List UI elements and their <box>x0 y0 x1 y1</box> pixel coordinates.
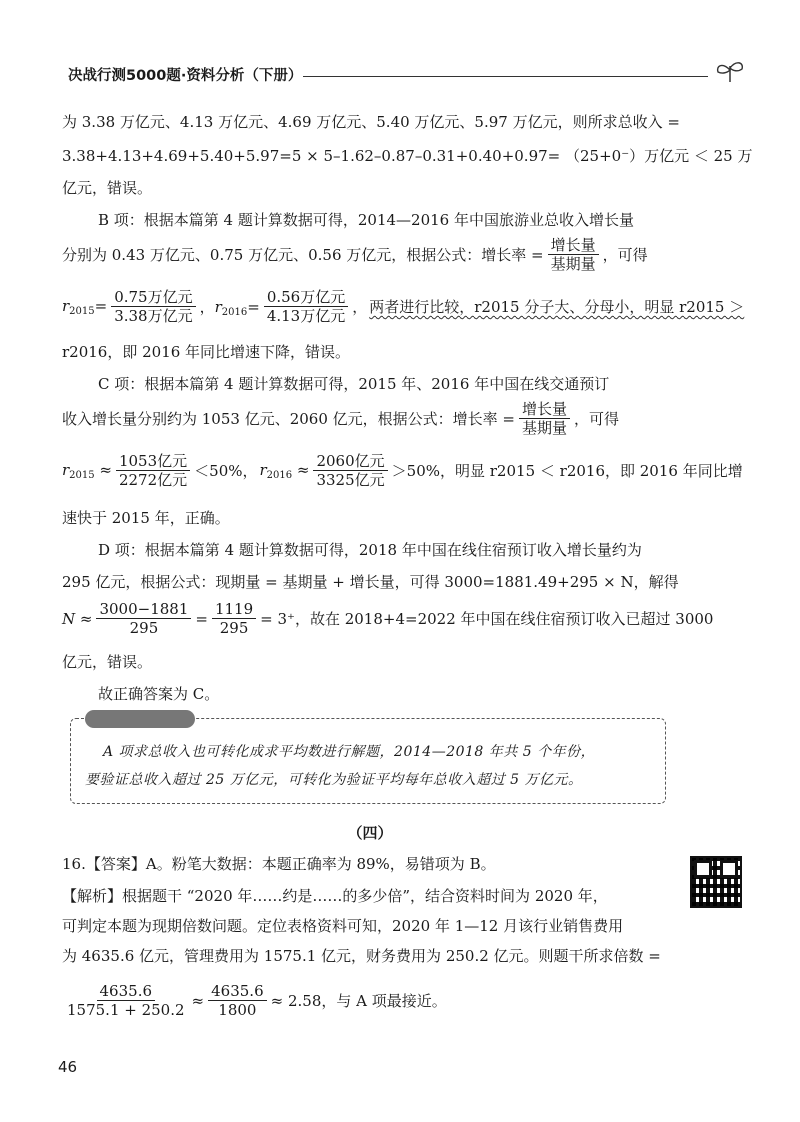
fraction <box>111 288 195 325</box>
fraction-numerator: 1119 <box>212 600 256 619</box>
answer-line: 故正确答案为 C。 <box>98 685 220 703</box>
running-header <box>58 58 748 88</box>
text-line: 亿元，错误。 <box>62 179 153 197</box>
text-segment: 收入增长量分别约为 1053 亿元、2060 亿元，根据公式：增长率 = <box>62 410 515 428</box>
growth-rate-fraction <box>519 400 570 437</box>
fraction-denominator: 295 <box>129 619 159 637</box>
section-heading: （四） <box>347 824 393 842</box>
fraction-numerator: 4635.6 <box>208 982 267 1001</box>
symbol: ， <box>352 298 368 316</box>
fraction-numerator: 增长量 <box>519 400 570 419</box>
text-line: r2016，即 2016 年同比增速下降，错误。 <box>62 343 351 361</box>
fraction-denominator: 3.38万亿元 <box>114 307 193 325</box>
tip-badge <box>85 710 195 728</box>
fraction-denominator: 基期量 <box>550 255 596 273</box>
fraction-numerator: 2060亿元 <box>313 452 387 471</box>
text-line: 295 亿元，根据公式：现期量 = 基期量 + 增长量，可得 3000=1881.49+295 × N，解得 <box>62 573 679 591</box>
option-c-line: C 项：根据本篇第 4 题计算数据可得，2015 年、2016 年中国在线交通预订 <box>98 375 610 393</box>
tip-line: A 项求总收入也可转化成求平均数进行解题，2014—2018 年共 5 个年份， <box>103 744 596 760</box>
fraction-numerator: 增长量 <box>548 236 599 255</box>
text-segment: ，可得 <box>602 246 648 264</box>
tip-line: 要验证总收入超过 25 万亿元，可转化为验证平均每年总收入超过 5 万亿元。 <box>85 772 583 788</box>
fraction <box>212 600 256 637</box>
fraction <box>116 452 190 489</box>
emphasized-text: 两者进行比较，r2015 分子大、分母小，明显 r2015 ＞ <box>369 298 745 316</box>
fraction-denominator: 3325亿元 <box>316 471 385 489</box>
option-d-formula-line <box>62 600 713 637</box>
symbol: ，$r_{2016}=$ <box>199 297 260 318</box>
fraction-denominator: 295 <box>219 619 249 637</box>
symbol: $r_{2016}$ ≈ <box>259 460 310 481</box>
fraction-denominator: 基期量 <box>522 419 568 437</box>
fraction <box>64 982 188 1019</box>
fraction-denominator: 1575.1 + 250.2 <box>67 1001 185 1019</box>
text-line: 3.38+4.13+4.69+5.40+5.97=5 × 5–1.62–0.87–0.31+0.40+0.97= （25+0⁻）万亿元 ＜ 25 万 <box>62 147 753 165</box>
fraction <box>96 600 191 637</box>
fraction-denominator: 4.13万亿元 <box>266 307 346 325</box>
q16-analysis-line: 【解析】根据题干 “2020 年……约是……的多少倍”，结合资料时间为 2020 年， <box>62 887 608 905</box>
fraction-denominator: 2272亿元 <box>118 471 188 489</box>
option-d-line: D 项：根据本篇第 4 题计算数据可得，2018 年中国在线住宿预订收入增长量约为 <box>98 541 642 559</box>
fraction-numerator: 0.75万亿元 <box>111 288 195 307</box>
text-segment: 分别为 0.43 万亿元、0.75 万亿元、0.56 万亿元，根据公式：增长率 = <box>62 246 544 264</box>
qr-code-icon[interactable] <box>690 856 742 908</box>
option-c-ratio-line <box>62 452 743 489</box>
symbol: $r_{2015}$ ≈ <box>62 460 112 481</box>
text-segment: ≈ 2.58，与 A 项最接近。 <box>270 992 447 1010</box>
option-b-ratio-line <box>62 288 744 325</box>
fraction-denominator: 1800 <box>218 1001 257 1019</box>
q16-analysis-line: 可判定本题为现期倍数问题。定位表格资料可知，2020 年 1—12 月该行业销售费用 <box>62 917 624 935</box>
text-segment: ＜50%， <box>194 462 258 480</box>
text-line: 速快于 2015 年，正确。 <box>62 509 230 527</box>
sprout-icon <box>712 58 748 84</box>
tip-box <box>70 718 666 804</box>
symbol: ≈ <box>191 991 205 1010</box>
text-segment: ，可得 <box>574 410 620 428</box>
symbol: N ≈ <box>62 609 93 628</box>
fraction-numerator: 1053亿元 <box>116 452 190 471</box>
text-line: 为 3.38 万亿元、4.13 万亿元、4.69 万亿元、5.40 万亿元、5.97 万亿元，则所求总收入 = <box>62 113 680 131</box>
fraction <box>208 982 267 1019</box>
text-segment: = 3⁺，故在 2018+4=2022 年中国在线住宿预订收入已超过 3000 <box>260 610 714 628</box>
page-number: 46 <box>58 1058 78 1076</box>
symbol: = <box>195 609 208 628</box>
text-segment: ＞50%，明显 r2015 ＜ r2016，即 2016 年同比增 <box>391 462 743 480</box>
fraction-numerator: 0.56万亿元 <box>264 288 348 307</box>
option-b-formula-line <box>62 236 648 273</box>
header-rule <box>303 76 708 77</box>
fraction <box>313 452 387 489</box>
fraction-numerator: 4635.6 <box>97 982 156 1001</box>
book-title: 决战行测5000题·资料分析（下册） <box>68 68 303 84</box>
option-b-line: B 项：根据本篇第 4 题计算数据可得，2014—2016 年中国旅游业总收入增长量 <box>98 211 634 229</box>
growth-rate-fraction <box>548 236 599 273</box>
fraction-numerator: 3000−1881 <box>96 600 191 619</box>
symbol: $r_{2015}=$ <box>62 296 108 317</box>
q16-answer-line: 16.【答案】A。粉笔大数据：本题正确率为 89%，易错项为 B。 <box>62 855 496 873</box>
q16-formula-line <box>62 982 447 1019</box>
q16-analysis-line: 为 4635.6 亿元，管理费用为 1575.1 亿元，财务费用为 250.2 亿元。则题干所求倍数 = <box>62 947 661 965</box>
option-c-formula-line <box>62 400 619 437</box>
fraction <box>264 288 348 325</box>
text-line: 亿元，错误。 <box>62 653 153 671</box>
